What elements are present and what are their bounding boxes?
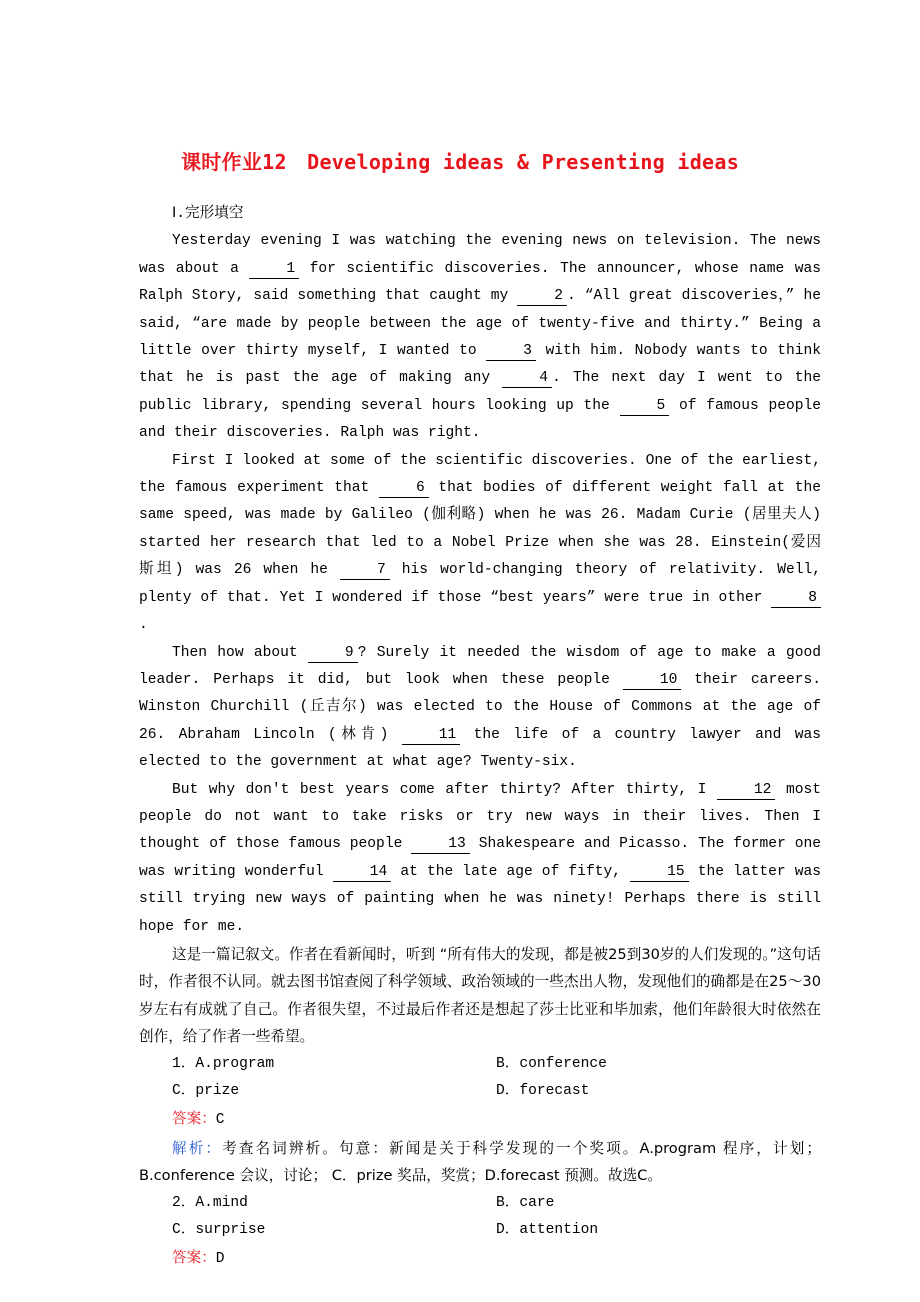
page-title: 课时作业12 Developing ideas & Presenting ideas bbox=[180, 150, 740, 174]
blank-8[interactable]: 8 bbox=[771, 589, 821, 608]
q1-answer bbox=[139, 1105, 821, 1134]
passage-paragraph-2: First I looked at some of the scientific discoveries. One of the earliest, the famous experiment that 6 that bodies of different weight fall at the same speed, was made by Galileo (伽利略) when he was 26. Madam Curie (居里夫人) started her research that led to a Nobel Prize when she was 28. Einstein(爱因斯坦) was 26 when he 7 his world-changing theory of relativity. Well, plenty of that. Yet I wondered if those “best years” were true in other 8. bbox=[139, 452, 821, 634]
blank-10[interactable]: 10 bbox=[623, 671, 682, 690]
q1-analysis bbox=[139, 1135, 821, 1190]
blank-7[interactable]: 7 bbox=[340, 561, 390, 580]
q1-option-a[interactable]: 1．A.program bbox=[172, 1055, 275, 1072]
q1-analysis-label: 解析： bbox=[172, 1139, 223, 1157]
section-heading: Ⅰ.完形填空 bbox=[172, 206, 244, 222]
document-content bbox=[139, 201, 821, 1274]
blank-11[interactable]: 11 bbox=[402, 726, 461, 745]
q2-answer-value: D bbox=[215, 1251, 225, 1268]
q2-option-d[interactable]: D．attention bbox=[496, 1222, 599, 1239]
blank-5[interactable]: 5 bbox=[620, 397, 670, 416]
blank-2[interactable]: 2 bbox=[517, 287, 567, 306]
q2-answer bbox=[139, 1244, 821, 1273]
question-1-options-row-2 bbox=[139, 1078, 821, 1105]
question-1-options-row-1 bbox=[139, 1051, 821, 1078]
q1-answer-label: 答案： bbox=[172, 1110, 216, 1128]
question-2-options-row-2 bbox=[139, 1217, 821, 1244]
q1-analysis-text: 考查名词辨析。句意：新闻是关于科学发现的一个奖项。A.program 程序，计划；B.conference 会议，讨论； C．prize 奖品，奖赏；D.forecast 预测。故选C。 bbox=[139, 1139, 821, 1185]
q1-option-d[interactable]: D．forecast bbox=[496, 1083, 590, 1099]
passage-paragraph-3: Then how about 9 ? Surely it needed the wisdom of age to make a good leader. Perhaps it did, but look when these people 10 their careers. Winston Churchill (丘吉尔) was elected to the House of Commons at the age of 26. Abraham Lincoln (林肯) 11 the life of a country lawyer and was elected to the government at what age? Twenty-six. bbox=[139, 644, 822, 771]
passage-paragraph-1: Yesterday evening I was watching the evening news on television. The news was about a 1 for scientific discoveries. The announcer, whose name was Ralph Story, said something that caught my 2 . “All great discoveries，” he said, “are made by people between the age of twenty-five and thirty.” Being a little over thirty myself, I wanted to 3 with him. Nobody wants to think that he is past the age of making any 4 . The next day I went to the public library, spending several hours looking up the 5 of famous people and their discoveries. Ralph was right. bbox=[139, 233, 822, 442]
blank-6[interactable]: 6 bbox=[379, 479, 429, 498]
summary-paragraph: 这是一篇记叙文。作者在看新闻时，听到 “所有伟大的发现，都是被25到30岁的人们发现的。”这句话时，作者很不认同。就去图书馆查阅了科学领域、政治领域的一些杰出人物，发现他们的确都是在25～30岁左右有成就了自己。作者很失望，不过最后作者还是想起了莎士比亚和毕加索，他们年龄很大时依然在创作，给了作者一些希望。 bbox=[139, 945, 821, 1046]
blank-15[interactable]: 15 bbox=[630, 863, 689, 882]
blank-9[interactable]: 9 bbox=[308, 644, 358, 663]
blank-13[interactable]: 13 bbox=[411, 835, 470, 854]
q2-answer-label: 答案： bbox=[172, 1249, 216, 1267]
passage-paragraph-4: But why don't best years come after thirty? After thirty, I 12 most people do not want to take risks or try new ways in their lives. Then I thought of those famous people 13 Shakespeare and Picasso. The former one was writing wonderful 14 at the late age of fifty, 15 the latter was still trying new ways of painting when he was ninety! Perhaps there is still hope for me. bbox=[139, 781, 822, 935]
q2-option-b[interactable]: B．care bbox=[496, 1194, 555, 1211]
blank-4[interactable]: 4 bbox=[502, 369, 552, 388]
blank-1[interactable]: 1 bbox=[249, 260, 299, 279]
blank-14[interactable]: 14 bbox=[333, 863, 392, 882]
blank-3[interactable]: 3 bbox=[486, 342, 536, 361]
q1-answer-value: C bbox=[215, 1112, 225, 1129]
q1-option-c[interactable]: C．prize bbox=[172, 1083, 240, 1099]
q2-option-a[interactable]: 2．A.mind bbox=[172, 1194, 248, 1211]
q1-option-b[interactable]: B．conference bbox=[496, 1055, 607, 1072]
q2-option-c[interactable]: C．surprise bbox=[172, 1222, 266, 1239]
blank-12[interactable]: 12 bbox=[717, 781, 776, 800]
question-2-options-row-1 bbox=[139, 1190, 821, 1217]
